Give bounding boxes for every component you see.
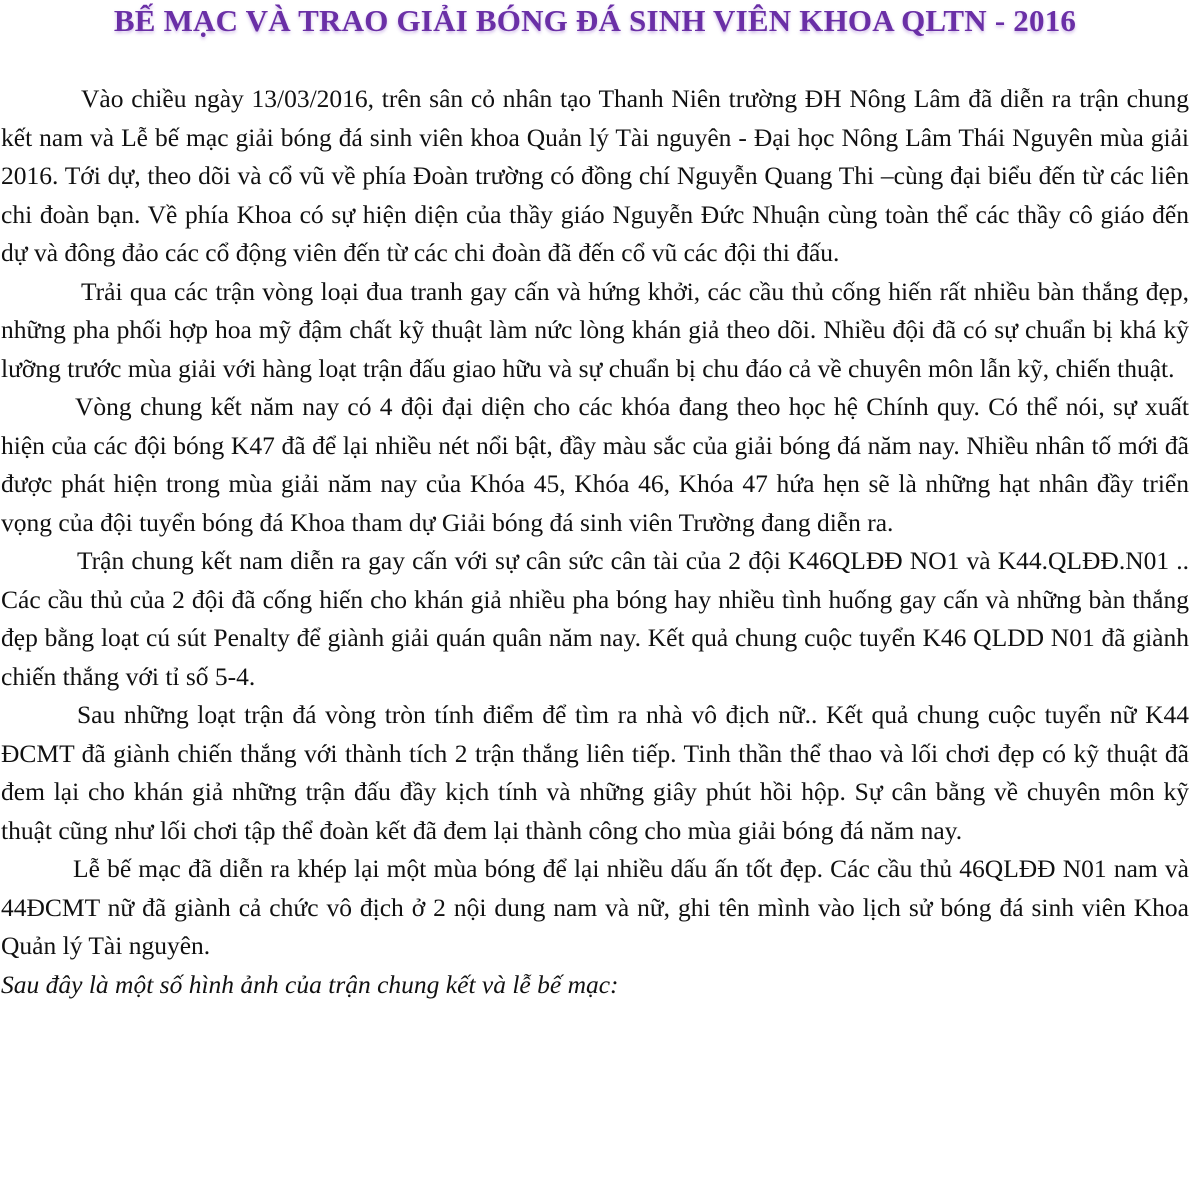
photo-caption: Sau đây là một số hình ảnh của trận chung kết và lễ bế mạc: bbox=[1, 969, 619, 999]
paragraph-women-champion: Sau những loạt trận đá vòng tròn tính điểm để tìm ra nhà vô địch nữ.. Kết quả chung cuộc tuyển nữ K44 ĐCMT đã giành chiến thắng với thành tích 2 trận thắng liên tiếp. Tinh thần thể thao và lối chơi đẹp có kỹ thuật đã đem lại cho khán giả những trận đấu đầy kịch tính và những giây phút hồi hộp. Sự cân bằng về chuyên môn kỹ thuật cũng như lối chơi tập thể đoàn kết đã đem lại thành công cho mùa giải bóng đá năm nay. bbox=[1, 700, 1189, 845]
paragraph-final-round: Vòng chung kết năm nay có 4 đội đại diện cho các khóa đang theo học hệ Chính quy. Có thể nói, sự xuất hiện của các đội bóng K47 đã để lại nhiều nét nổi bật, đầy màu sắc của giải bóng đá năm nay. Nhiều nhân tố mới đã được phát hiện trong mùa giải năm nay của Khóa 45, Khóa 46, Khóa 47 hứa hẹn sẽ là những hạt nhân đầy triển vọng của đội tuyển bóng đá Khoa tham dự Giải bóng đá sinh viên Trường đang diễn ra. bbox=[1, 392, 1189, 537]
paragraph-men-final: Trận chung kết nam diễn ra gay cấn với sự cân sức cân tài của 2 đội K46QLĐĐ NO1 và K44.QLĐĐ.N01 .. Các cầu thủ của 2 đội đã cống hiến cho khán giả nhiều pha bóng hay nhiều tình huống gay cấn và những bàn thắng đẹp bằng loạt cú sút Penalty để giành giải quán quân năm nay. Kết quả chung cuộc tuyển K46 QLDD N01 đã giành chiến thắng với tỉ số 5-4. bbox=[1, 546, 1189, 691]
paragraph-closing-ceremony: Lễ bế mạc đã diễn ra khép lại một mùa bóng để lại nhiều dấu ấn tốt đẹp. Các cầu thủ 46QLĐĐ N01 nam và 44ĐCMT nữ đã giành cả chức vô địch ở 2 nội dung nam và nữ, ghi tên mình vào lịch sử bóng đá sinh viên Khoa Quản lý Tài nguyên. bbox=[1, 854, 1189, 960]
article-body bbox=[1, 80, 1189, 1004]
paragraph-qualifiers: Trải qua các trận vòng loại đua tranh gay cấn và hứng khởi, các cầu thủ cống hiến rất nhiều bàn thắng đẹp, những pha phối hợp hoa mỹ đậm chất kỹ thuật làm nức lòng khán giả theo dõi. Nhiều đội đã có sự chuẩn bị khá kỹ lưỡng trước mùa giải với hàng loạt trận đấu giao hữu và sự chuẩn bị chu đáo cả về chuyên môn lẫn kỹ, chiến thuật. bbox=[1, 276, 1189, 383]
paragraph-opening: Vào chiều ngày 13/03/2016, trên sân cỏ nhân tạo Thanh Niên trường ĐH Nông Lâm đã diễn ra trận chung kết nam và Lễ bế mạc giải bóng đá sinh viên khoa Quản lý Tài nguyên - Đại học Nông Lâm Thái Nguyên mùa giải 2016. Tới dự, theo dõi và cổ vũ về phía Đoàn trường có đồng chí Nguyễn Quang Thi –cùng đại biểu đến từ các liên chi đoàn bạn. Về phía Khoa có sự hiện diện của thầy giáo Nguyễn Đức Nhuận cùng toàn thể các thầy cô giáo đến dự và đông đảo các cổ động viên đến từ các chi đoàn đã đến cổ vũ các đội thi đấu. bbox=[1, 84, 1189, 267]
article-title: BẾ MẠC VÀ TRAO GIẢI BÓNG ĐÁ SINH VIÊN KHOA QLTN - 2016 bbox=[113, 3, 1077, 38]
